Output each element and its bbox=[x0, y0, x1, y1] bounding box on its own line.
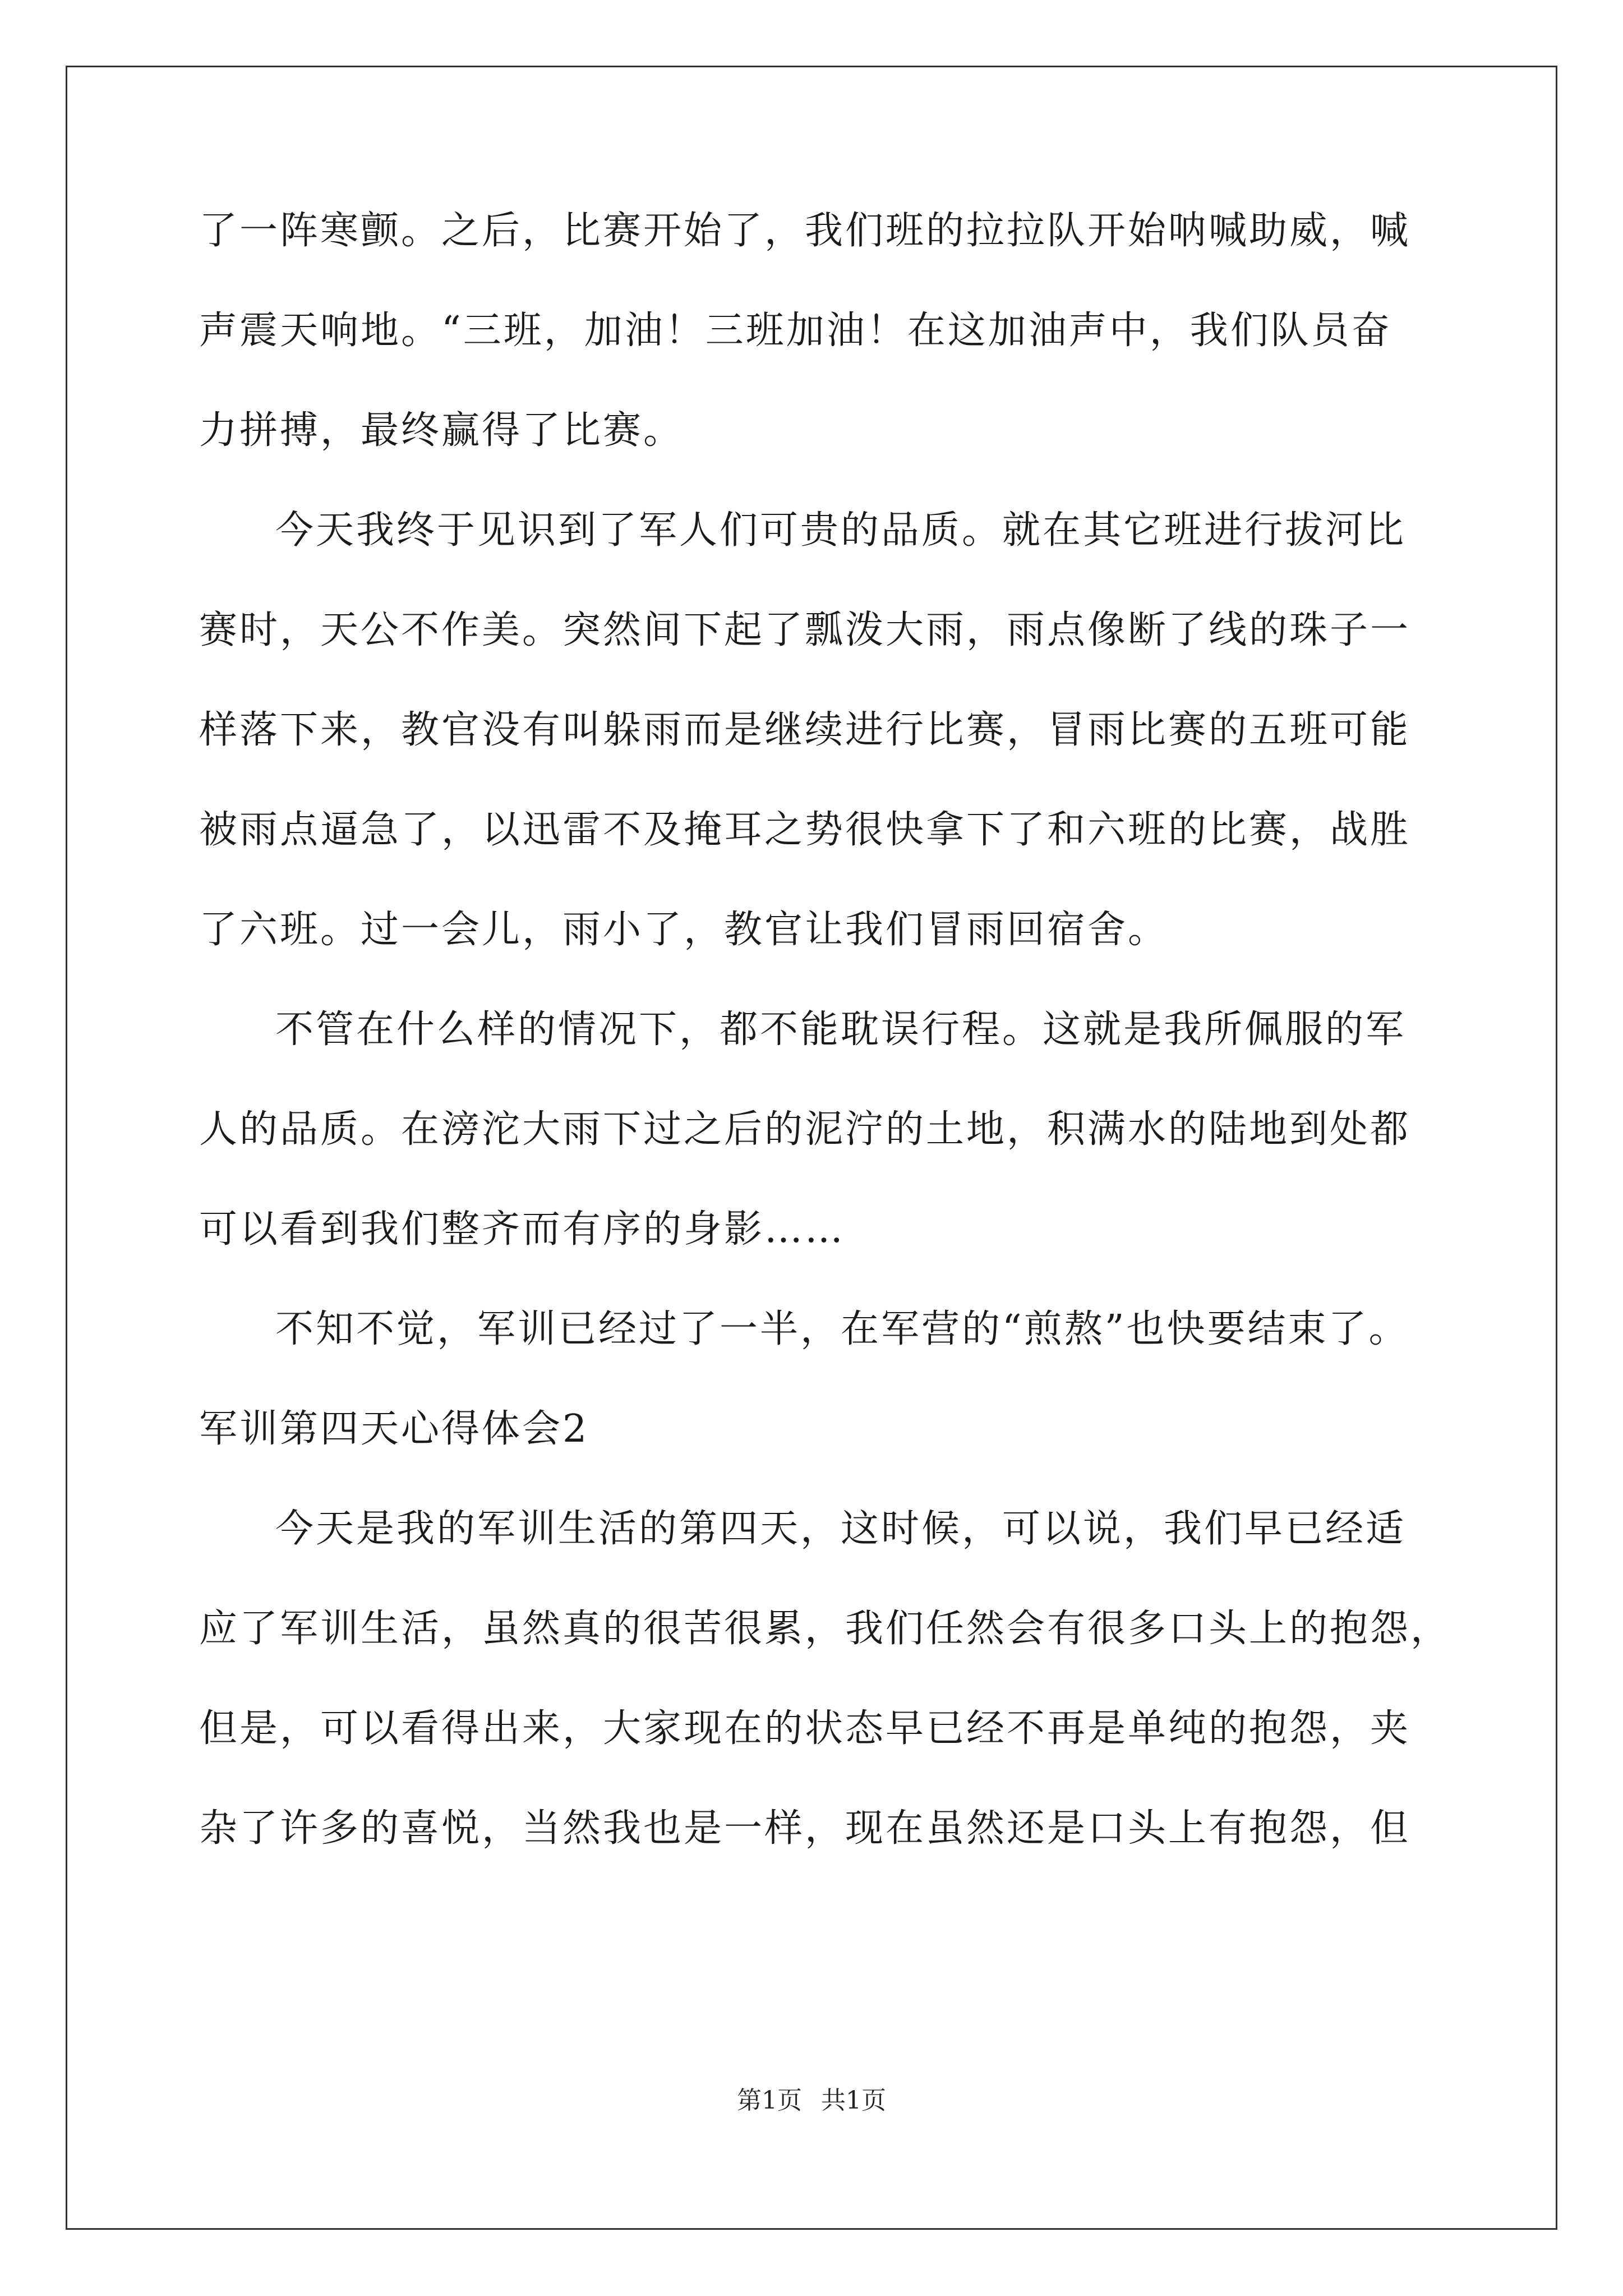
text-line: 今天是我的军训生活的第四天，这时候，可以说，我们早已经适 bbox=[275, 1507, 1407, 1551]
page-total: 共1页 bbox=[821, 2086, 886, 2115]
text-line: 可以看到我们整齐而有序的身影…… bbox=[199, 1207, 846, 1251]
text-line: 不知不觉，军训已经过了一半，在军营的“煎熬”也快要结束了。 bbox=[275, 1307, 1409, 1351]
text-line: 声震天响地。“三班，加油！三班加油！在这加油声中，我们队员奋 bbox=[199, 309, 1392, 353]
page-number: 第1页 bbox=[737, 2086, 802, 2115]
text-line: 人的品质。在滂沱大雨下过之后的泥泞的土地，积满水的陆地到处都 bbox=[199, 1107, 1411, 1152]
text-line: 了六班。过一会儿，雨小了，教官让我们冒雨回宿舍。 bbox=[199, 908, 1169, 952]
text-line: 了一阵寒颤。之后，比赛开始了，我们班的拉拉队开始呐喊助威，喊 bbox=[199, 209, 1411, 253]
text-line: 被雨点逼急了，以迅雷不及掩耳之势很快拿下了和六班的比赛，战胜 bbox=[199, 808, 1411, 852]
page-footer bbox=[0, 2087, 1623, 2115]
text-line: 赛时，天公不作美。突然间下起了瓢泼大雨，雨点像断了线的珠子一 bbox=[199, 608, 1411, 652]
text-line: 今天我终于见识到了军人们可贵的品质。就在其它班进行拔河比 bbox=[275, 508, 1407, 553]
text-line: 样落下来，教官没有叫躲雨而是继续进行比赛，冒雨比赛的五班可能 bbox=[199, 708, 1411, 752]
text-line: 杂了许多的喜悦，当然我也是一样，现在虽然还是口头上有抱怨，但 bbox=[199, 1806, 1411, 1851]
text-line: 不管在什么样的情况下，都不能耽误行程。这就是我所佩服的军 bbox=[275, 1007, 1407, 1052]
text-line: 应了军训生活，虽然真的很苦很累，我们任然会有很多口头上的抱怨， bbox=[199, 1607, 1451, 1651]
text-line: 力拼搏，最终赢得了比赛。 bbox=[199, 408, 684, 453]
section-heading: 军训第四天心得体会2 bbox=[199, 1407, 589, 1451]
text-line: 但是，可以看得出来，大家现在的状态早已经不再是单纯的抱怨，夹 bbox=[199, 1706, 1411, 1751]
